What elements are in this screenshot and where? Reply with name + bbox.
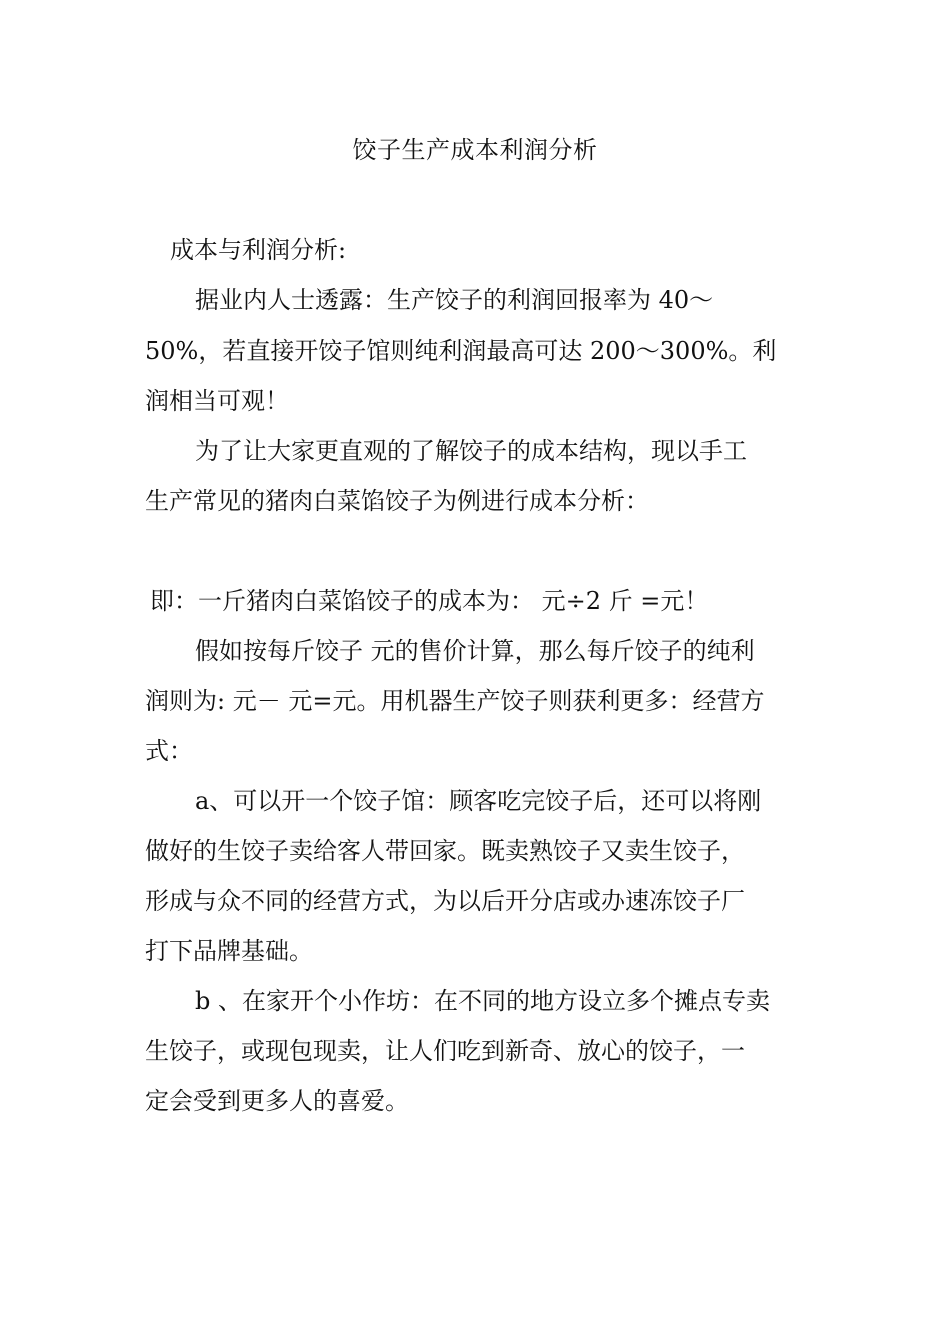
text-line: 打下品牌基础。 [145,937,313,965]
text-line: 生饺子，或现包现卖，让人们吃到新奇、放心的饺子，一 [145,1037,745,1065]
text-line: 形成与众不同的经营方式，为以后开分店或办速冻饺子厂 [145,887,745,915]
text-line: 为了让大家更直观的了解饺子的成本结构，现以手工 [195,437,747,465]
text-line: 50%，若直接开饺子馆则纯利润最高可达 200～300%。利 [145,337,777,365]
text-line: 做好的生饺子卖给客人带回家。既卖熟饺子又卖生饺子， [145,837,745,865]
text-line: 生产常见的猪肉白菜馅饺子为例进行成本分析： [145,487,649,515]
text-line: 据业内人士透露：生产饺子的利润回报率为 40～ [195,286,714,314]
text-line: b 、在家开个小作坊：在不同的地方设立多个摊点专卖 [195,987,770,1015]
document-title: 饺子生产成本利润分析 [352,136,598,164]
text-line: a、可以开一个饺子馆：顾客吃完饺子后，还可以将刚 [195,787,762,815]
text-line: 润相当可观！ [145,387,289,415]
text-line: 润则为: 元－ 元=元。用机器生产饺子则获利更多：经营方 [145,687,765,715]
section-heading: 成本与利润分析: [170,236,347,264]
text-line: 式： [145,737,193,765]
text-line: 假如按每斤饺子 元的售价计算，那么每斤饺子的纯利 [195,637,755,665]
text-line: 即：一斤猪肉白菜馅饺子的成本为： 元÷2 斤 =元！ [150,587,709,615]
text-line: 定会受到更多人的喜爱。 [145,1087,409,1115]
